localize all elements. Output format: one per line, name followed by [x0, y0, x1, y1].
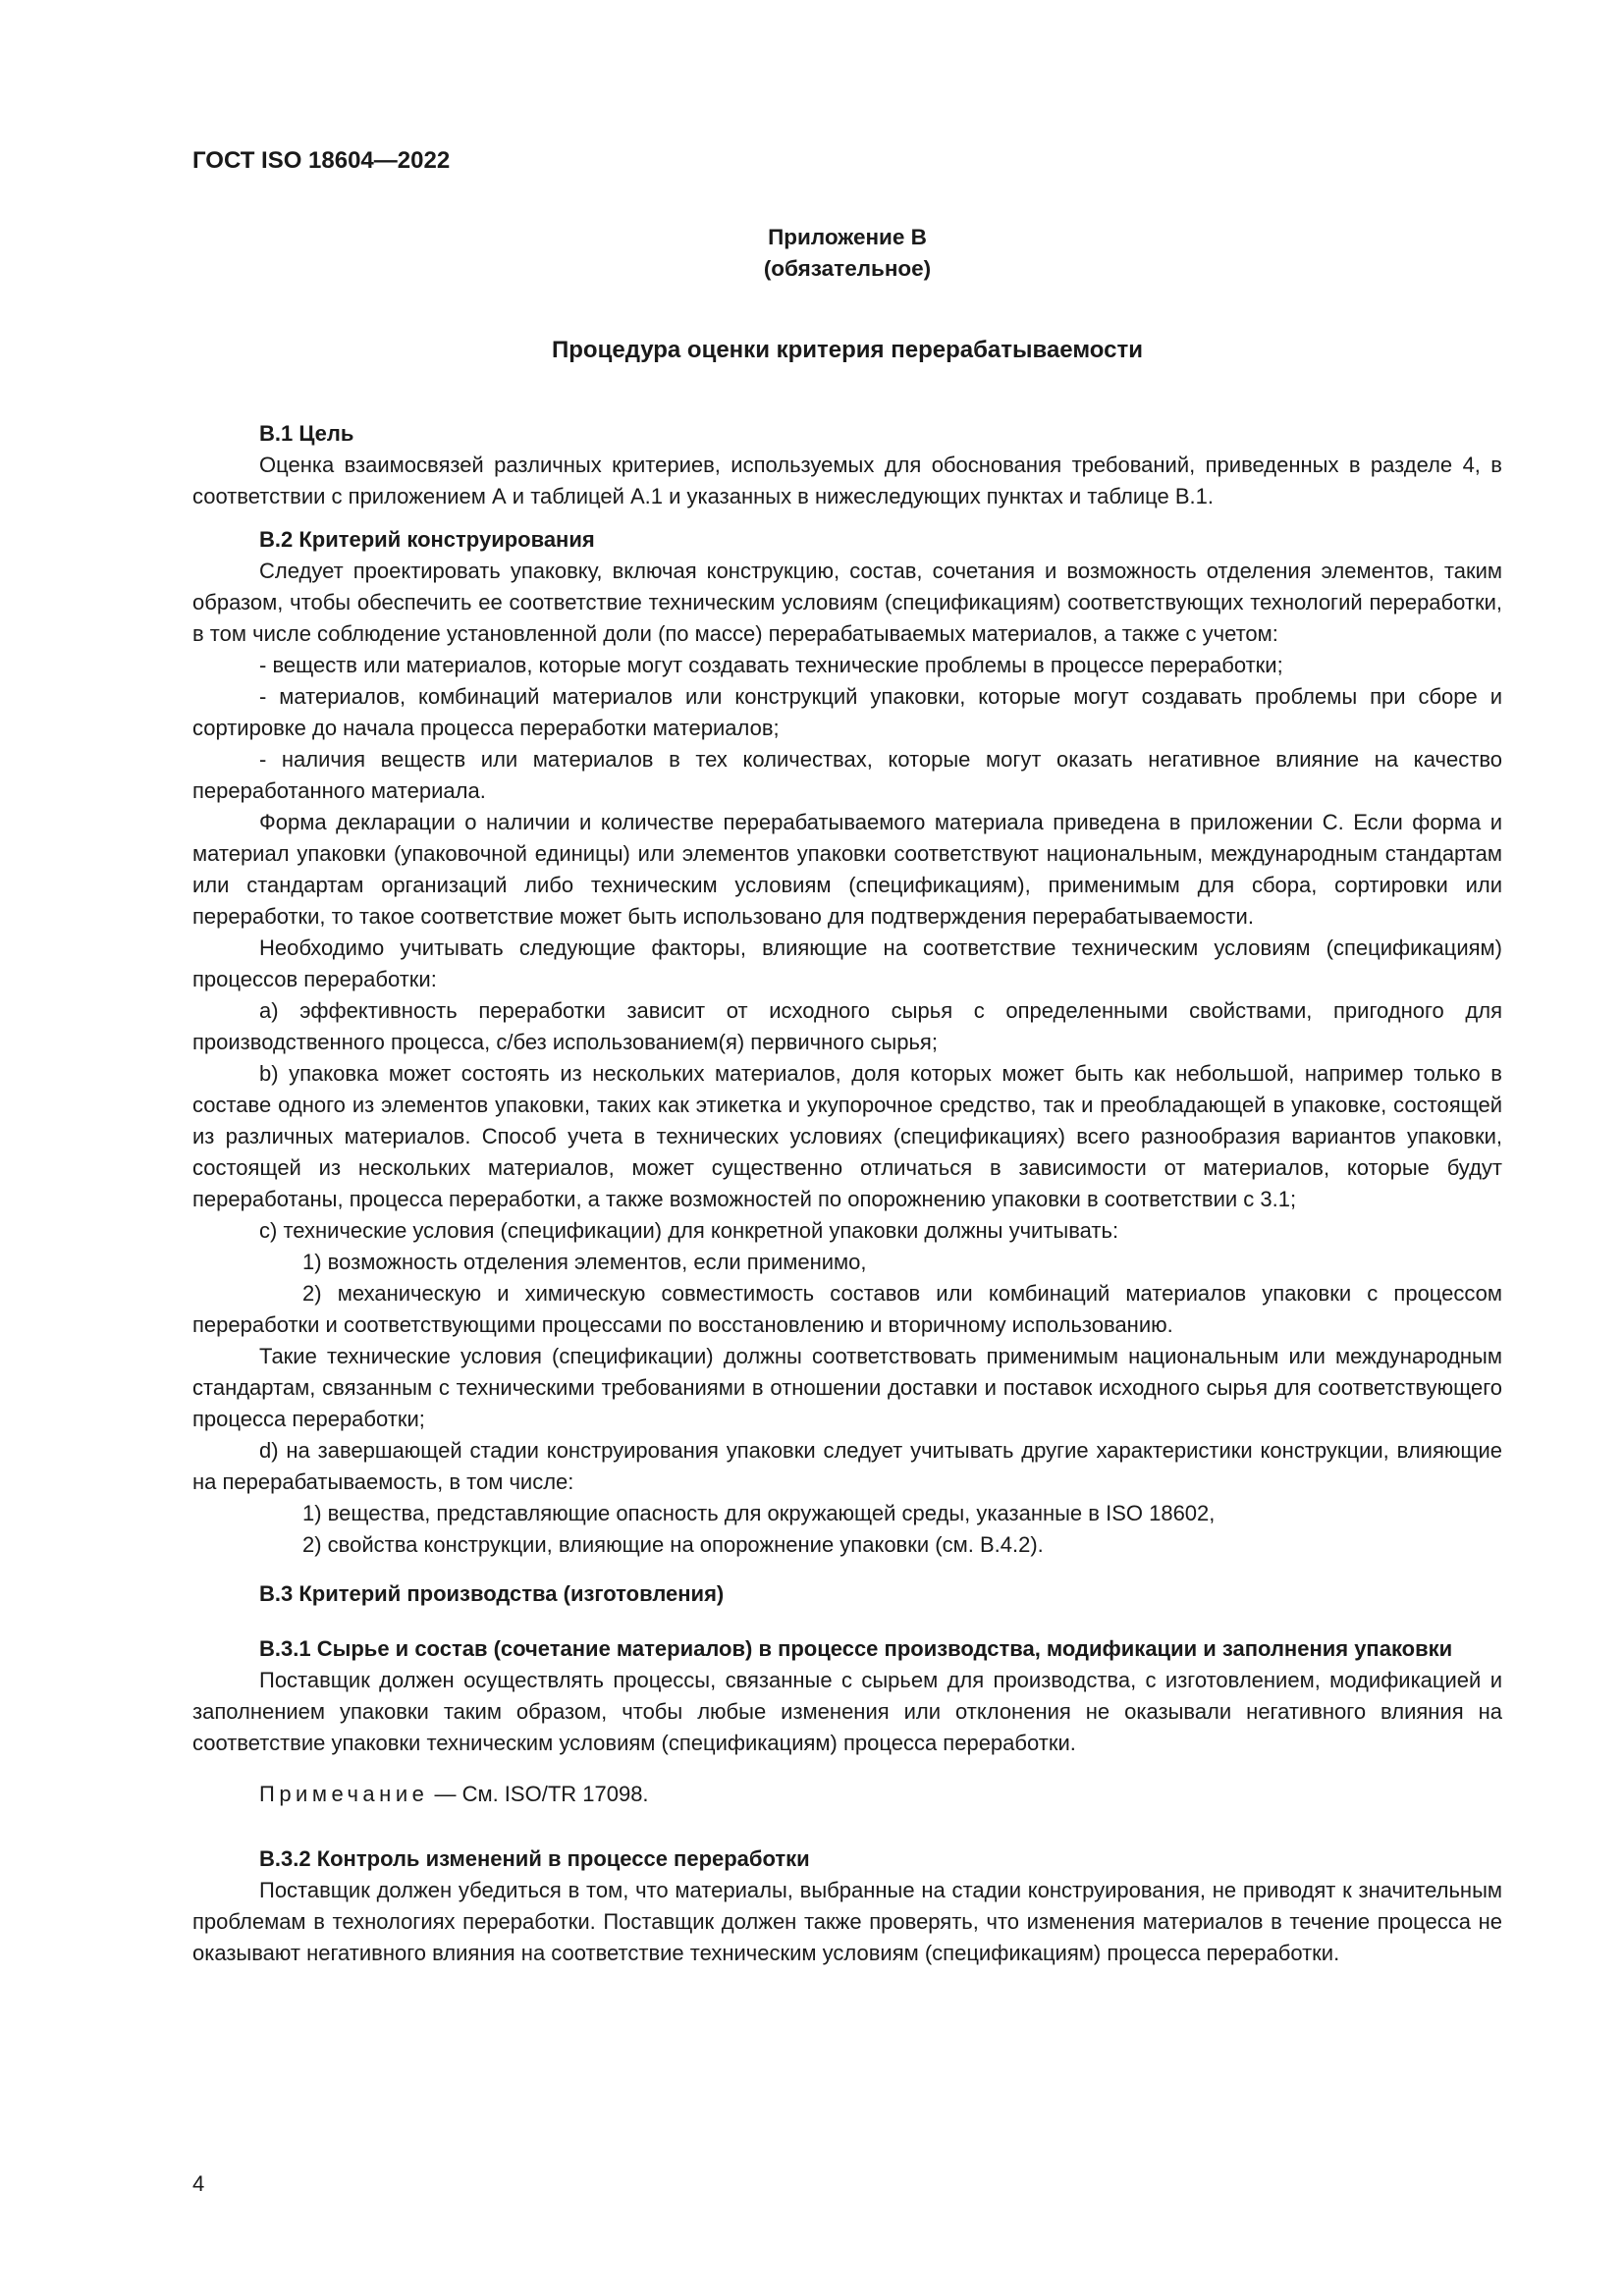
paragraph: Следует проектировать упаковку, включая конструкцию, состав, сочетания и возможность отделения элементов, таким образом, чтобы обеспечить ее соответствие техническим условиям (спецификациям) соответствующих технологий переработки, в том числе соблюдение установленной доли (по массе) перерабатываемых материалов, а также с учетом: [192, 559, 1502, 646]
paragraph: Такие технические условия (спецификации) должны соответствовать применимым национальным или международным стандартам, связанным с техническими требованиями в отношении доставки и поставок исходного сырья для соответствующего процесса переработки; [192, 1344, 1502, 1431]
section-heading-b3-1: В.3.1 Сырье и состав (сочетание материалов) в процессе производства, модификации и заполнения упаковки [259, 1636, 1453, 1661]
note-text: — См. ISO/TR 17098. [428, 1782, 649, 1806]
list-item: - веществ или материалов, которые могут создавать технические проблемы в процессе переработки; [259, 653, 1283, 677]
page-number: 4 [192, 2171, 205, 2196]
section-heading-b3-2: В.3.2 Контроль изменений в процессе переработки [259, 1846, 810, 1871]
list-item: b) упаковка может состоять из нескольких материалов, доля которых может быть как небольшой, например только в составе одного из элементов упаковки, таких как этикетка и укупорочное средство, так и преобладающей в упаковке, состоящей из различных материалов. Способ учета в технических условиях (спецификациях) всего разнообразия вариантов упаковки, состоящей из нескольких материалов, может существенно отличаться в зависимости от материалов, которые будут переработаны, процесса переработки, а также возможностей по опорожнению упаковки в соответствии с 3.1; [192, 1061, 1502, 1211]
list-item: c) технические условия (спецификации) для конкретной упаковки должны учитывать: [259, 1218, 1119, 1243]
section-heading-b1: В.1 Цель [259, 421, 354, 446]
sub-list-item: 1) возможность отделения элементов, если применимо, [302, 1250, 867, 1274]
list-item: d) на завершающей стадии конструирования упаковки следует учитывать другие характеристики конструкции, влияющие на перерабатываемость, в том числе: [192, 1438, 1502, 1494]
list-item: - наличия веществ или материалов в тех количествах, которые могут оказать негативное влияние на качество переработанного материала. [192, 747, 1502, 803]
list-item: a) эффективность переработки зависит от исходного сырья с определенными свойствами, пригодного для производственного процесса, с/без использованием(я) первичного сырья; [192, 998, 1502, 1054]
section-heading-b2: В.2 Критерий конструирования [259, 527, 595, 552]
paragraph: Поставщик должен убедиться в том, что материалы, выбранные на стадии конструирования, не приводят к значительным проблемам в технологиях переработки. Поставщик должен также проверять, что изменения материалов в течение процесса не оказывают негативного влияния на соответствие техническим условиям (спецификациям) процесса переработки. [192, 1878, 1502, 1965]
appendix-status: (обязательное) [763, 256, 932, 281]
paragraph: Оценка взаимосвязей различных критериев, используемых для обоснования требований, приведенных в разделе 4, в соответствии с приложением А и таблицей А.1 и указанных в нижеследующих пунктах и таблице В.1. [192, 453, 1502, 508]
document-body [192, 222, 1502, 1969]
paragraph: Поставщик должен осуществлять процессы, связанные с сырьем для производства, с изготовлением, модификацией и заполнением упаковки таким образом, чтобы любые изменения или отклонения не оказывали негативного влияния на соответствие упаковки техническим условиям (спецификациям) процесса переработки. [192, 1668, 1502, 1755]
paragraph: Форма декларации о наличии и количестве перерабатываемого материала приведена в приложении С. Если форма и материал упаковки (упаковочной единицы) или элементов упаковки соответствуют национальным, международным стандартам или стандартам организаций либо техническим условиям (спецификациям), применимым для сбора, сортировки или переработки, то такое соответствие может быть использовано для подтверждения перерабатываемости. [192, 810, 1502, 929]
list-item: - материалов, комбинаций материалов или конструкций упаковки, которые могут создавать проблемы при сборе и сортировке до начала процесса переработки материалов; [192, 684, 1502, 740]
section-heading-b3: В.3 Критерий производства (изготовления) [259, 1581, 725, 1606]
sub-list-item: 2) механическую и химическую совместимость составов или комбинаций материалов упаковки с процессом переработки и соответствующими процессами по восстановлению и вторичному использованию. [192, 1281, 1502, 1337]
note-label: Примечание [259, 1782, 429, 1806]
document-code: ГОСТ ISO 18604—2022 [192, 147, 451, 174]
sub-list-item: 2) свойства конструкции, влияющие на опорожнение упаковки (см. В.4.2). [302, 1532, 1044, 1557]
paragraph: Необходимо учитывать следующие факторы, влияющие на соответствие техническим условиям (спецификациям) процессов переработки: [192, 935, 1502, 991]
appendix-name: Процедура оценки критерия перерабатываемости [552, 337, 1143, 363]
sub-list-item: 1) вещества, представляющие опасность для окружающей среды, указанные в ISO 18602, [302, 1501, 1216, 1525]
appendix-title: Приложение В [768, 225, 927, 249]
note [192, 1779, 1502, 1810]
